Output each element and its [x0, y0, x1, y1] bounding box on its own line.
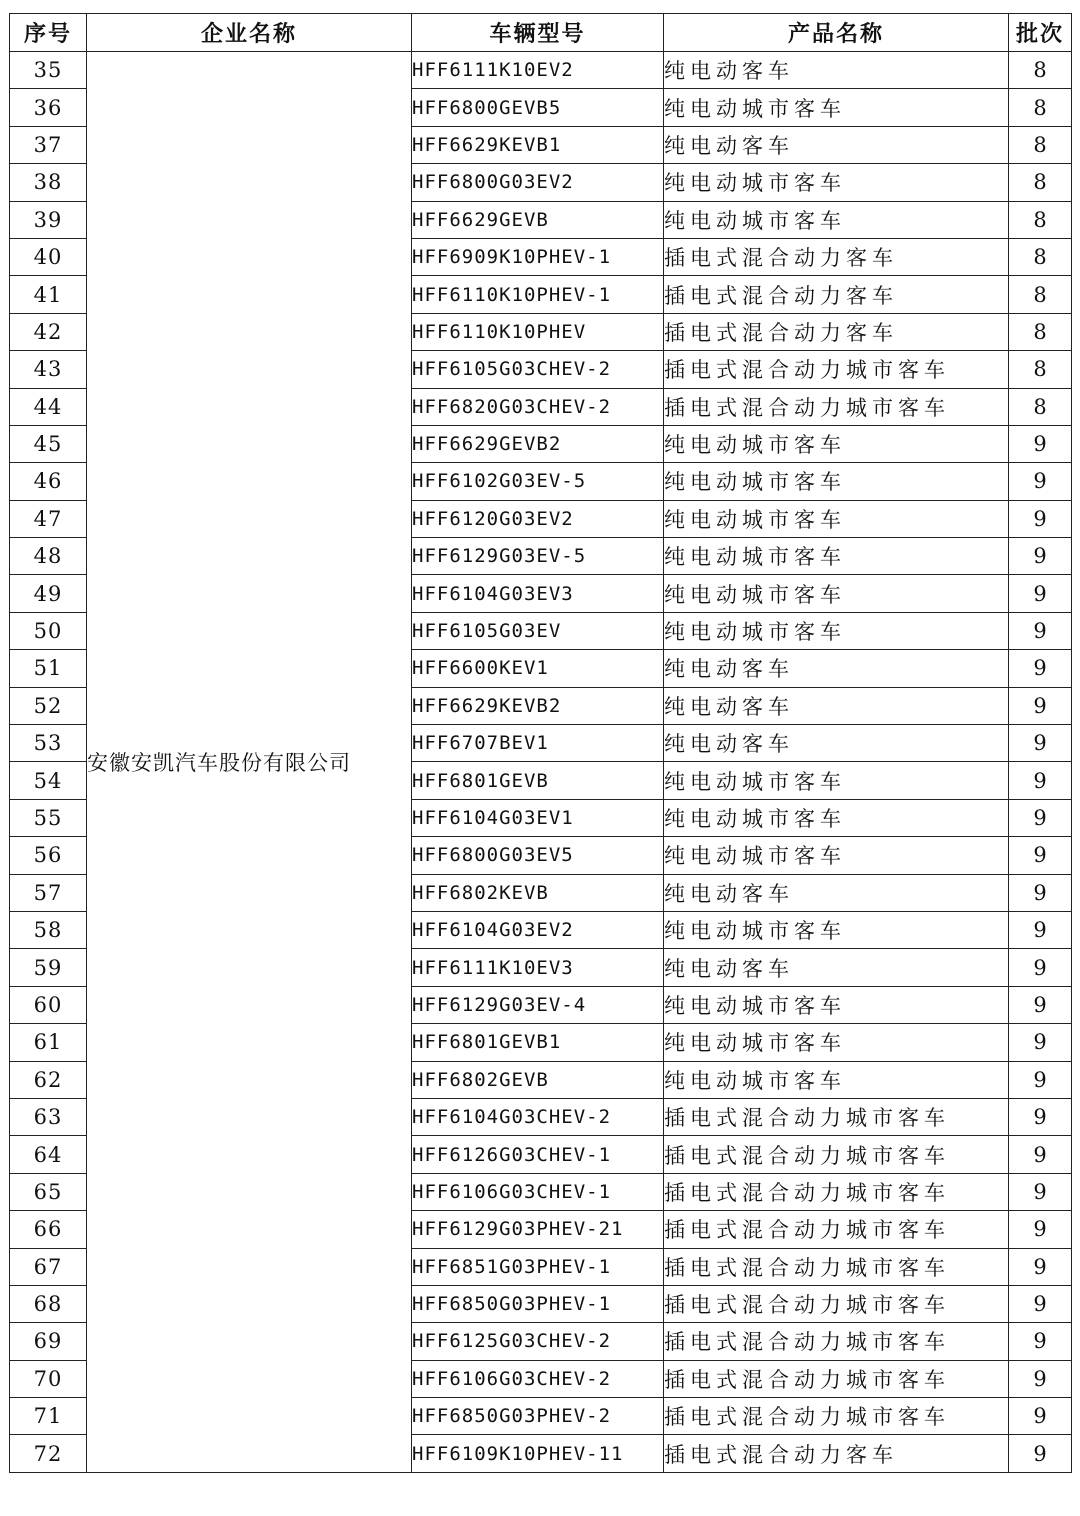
row-index: 44: [10, 388, 87, 425]
batch-cell: 9: [1009, 874, 1072, 911]
batch-cell: 8: [1009, 52, 1072, 89]
vehicle-model-cell: HFF6111K10EV2: [412, 52, 664, 89]
product-name-cell: 纯电动城市客车: [664, 575, 1009, 612]
table-header: [10, 14, 1072, 52]
product-name-cell: 纯电动城市客车: [664, 911, 1009, 948]
batch-cell: 9: [1009, 1285, 1072, 1322]
batch-cell: 9: [1009, 1136, 1072, 1173]
vehicle-model-cell: HFF6106G03CHEV-2: [412, 1360, 664, 1397]
product-name-cell: 纯电动客车: [664, 949, 1009, 986]
product-name-cell: 插电式混合动力城市客车: [664, 1398, 1009, 1435]
header-batch: 批次: [1009, 14, 1072, 52]
row-index: 59: [10, 949, 87, 986]
product-name-cell: 纯电动城市客车: [664, 799, 1009, 836]
vehicle-model-cell: HFF6850G03PHEV-2: [412, 1398, 664, 1435]
vehicle-model-cell: HFF6129G03PHEV-21: [412, 1211, 664, 1248]
vehicle-model-cell: HFF6820G03CHEV-2: [412, 388, 664, 425]
row-index: 69: [10, 1323, 87, 1360]
row-index: 53: [10, 725, 87, 762]
row-index: 68: [10, 1285, 87, 1322]
header-index: 序号: [10, 14, 87, 52]
product-name-cell: 纯电动客车: [664, 126, 1009, 163]
row-index: 50: [10, 612, 87, 649]
vehicle-model-cell: HFF6104G03EV2: [412, 911, 664, 948]
batch-cell: 9: [1009, 1024, 1072, 1061]
batch-cell: 8: [1009, 201, 1072, 238]
batch-cell: 9: [1009, 949, 1072, 986]
product-name-cell: 纯电动城市客车: [664, 837, 1009, 874]
product-name-cell: 纯电动城市客车: [664, 201, 1009, 238]
row-index: 67: [10, 1248, 87, 1285]
row-index: 47: [10, 500, 87, 537]
batch-cell: 9: [1009, 1211, 1072, 1248]
vehicle-model-cell: HFF6800G03EV5: [412, 837, 664, 874]
header-model: 车辆型号: [412, 14, 664, 52]
vehicle-model-cell: HFF6801GEVB: [412, 762, 664, 799]
product-name-cell: 插电式混合动力客车: [664, 313, 1009, 350]
batch-cell: 9: [1009, 1323, 1072, 1360]
vehicle-model-cell: HFF6109K10PHEV-11: [412, 1435, 664, 1472]
product-name-cell: 纯电动城市客车: [664, 762, 1009, 799]
document-page: [9, 13, 1072, 1473]
batch-cell: 8: [1009, 388, 1072, 425]
table-body: [10, 52, 1072, 1473]
row-index: 63: [10, 1098, 87, 1135]
vehicle-model-cell: HFF6105G03EV: [412, 612, 664, 649]
product-name-cell: 插电式混合动力客车: [664, 276, 1009, 313]
row-index: 52: [10, 687, 87, 724]
batch-cell: 9: [1009, 911, 1072, 948]
vehicle-model-cell: HFF6129G03EV-4: [412, 986, 664, 1023]
vehicle-model-cell: HFF6707BEV1: [412, 725, 664, 762]
row-index: 57: [10, 874, 87, 911]
product-name-cell: 纯电动客车: [664, 687, 1009, 724]
row-index: 39: [10, 201, 87, 238]
row-index: 58: [10, 911, 87, 948]
batch-cell: 9: [1009, 612, 1072, 649]
batch-cell: 9: [1009, 1248, 1072, 1285]
product-name-cell: 纯电动城市客车: [664, 89, 1009, 126]
vehicle-model-cell: HFF6104G03EV3: [412, 575, 664, 612]
vehicle-model-cell: HFF6120G03EV2: [412, 500, 664, 537]
vehicle-model-cell: HFF6110K10PHEV-1: [412, 276, 664, 313]
row-index: 35: [10, 52, 87, 89]
vehicle-model-cell: HFF6106G03CHEV-1: [412, 1173, 664, 1210]
vehicle-model-cell: HFF6800GEVB5: [412, 89, 664, 126]
batch-cell: 9: [1009, 1435, 1072, 1472]
vehicle-model-cell: HFF6850G03PHEV-1: [412, 1285, 664, 1322]
vehicle-model-cell: HFF6105G03CHEV-2: [412, 351, 664, 388]
header-company: 企业名称: [87, 14, 412, 52]
row-index: 56: [10, 837, 87, 874]
product-name-cell: 插电式混合动力城市客车: [664, 1136, 1009, 1173]
product-name-cell: 纯电动城市客车: [664, 1061, 1009, 1098]
product-name-cell: 纯电动城市客车: [664, 612, 1009, 649]
batch-cell: 9: [1009, 1173, 1072, 1210]
header-row: [10, 14, 1072, 52]
row-index: 54: [10, 762, 87, 799]
row-index: 38: [10, 164, 87, 201]
product-name-cell: 纯电动客车: [664, 874, 1009, 911]
row-index: 70: [10, 1360, 87, 1397]
vehicle-model-cell: HFF6629KEVB2: [412, 687, 664, 724]
product-name-cell: 插电式混合动力城市客车: [664, 1323, 1009, 1360]
batch-cell: 9: [1009, 425, 1072, 462]
batch-cell: 9: [1009, 687, 1072, 724]
batch-cell: 8: [1009, 351, 1072, 388]
vehicle-model-cell: HFF6102G03EV-5: [412, 463, 664, 500]
product-name-cell: 插电式混合动力城市客车: [664, 1098, 1009, 1135]
vehicle-catalog-table: [9, 13, 1072, 1473]
row-index: 40: [10, 238, 87, 275]
batch-cell: 8: [1009, 89, 1072, 126]
batch-cell: 8: [1009, 238, 1072, 275]
product-name-cell: 纯电动城市客车: [664, 538, 1009, 575]
row-index: 55: [10, 799, 87, 836]
row-index: 62: [10, 1061, 87, 1098]
product-name-cell: 插电式混合动力城市客车: [664, 351, 1009, 388]
row-index: 66: [10, 1211, 87, 1248]
product-name-cell: 纯电动客车: [664, 52, 1009, 89]
vehicle-model-cell: HFF6802GEVB: [412, 1061, 664, 1098]
vehicle-model-cell: HFF6801GEVB1: [412, 1024, 664, 1061]
row-index: 45: [10, 425, 87, 462]
row-index: 46: [10, 463, 87, 500]
batch-cell: 9: [1009, 650, 1072, 687]
product-name-cell: 纯电动城市客车: [664, 463, 1009, 500]
batch-cell: 9: [1009, 986, 1072, 1023]
row-index: 42: [10, 313, 87, 350]
product-name-cell: 纯电动客车: [664, 725, 1009, 762]
vehicle-model-cell: HFF6800G03EV2: [412, 164, 664, 201]
batch-cell: 9: [1009, 1098, 1072, 1135]
product-name-cell: 纯电动客车: [664, 650, 1009, 687]
product-name-cell: 纯电动城市客车: [664, 500, 1009, 537]
batch-cell: 9: [1009, 1061, 1072, 1098]
product-name-cell: 插电式混合动力客车: [664, 1435, 1009, 1472]
row-index: 48: [10, 538, 87, 575]
row-index: 41: [10, 276, 87, 313]
row-index: 65: [10, 1173, 87, 1210]
batch-cell: 8: [1009, 164, 1072, 201]
vehicle-model-cell: HFF6126G03CHEV-1: [412, 1136, 664, 1173]
batch-cell: 9: [1009, 1398, 1072, 1435]
batch-cell: 9: [1009, 762, 1072, 799]
vehicle-model-cell: HFF6104G03CHEV-2: [412, 1098, 664, 1135]
product-name-cell: 纯电动城市客车: [664, 425, 1009, 462]
batch-cell: 9: [1009, 725, 1072, 762]
vehicle-model-cell: HFF6129G03EV-5: [412, 538, 664, 575]
row-index: 43: [10, 351, 87, 388]
row-index: 49: [10, 575, 87, 612]
vehicle-model-cell: HFF6909K10PHEV-1: [412, 238, 664, 275]
row-index: 60: [10, 986, 87, 1023]
product-name-cell: 插电式混合动力城市客车: [664, 1248, 1009, 1285]
vehicle-model-cell: HFF6125G03CHEV-2: [412, 1323, 664, 1360]
row-index: 37: [10, 126, 87, 163]
vehicle-model-cell: HFF6802KEVB: [412, 874, 664, 911]
batch-cell: 9: [1009, 500, 1072, 537]
row-index: 72: [10, 1435, 87, 1472]
vehicle-model-cell: HFF6851G03PHEV-1: [412, 1248, 664, 1285]
product-name-cell: 纯电动城市客车: [664, 164, 1009, 201]
batch-cell: 9: [1009, 837, 1072, 874]
vehicle-model-cell: HFF6629KEVB1: [412, 126, 664, 163]
row-index: 51: [10, 650, 87, 687]
vehicle-model-cell: HFF6111K10EV3: [412, 949, 664, 986]
batch-cell: 9: [1009, 1360, 1072, 1397]
vehicle-model-cell: HFF6600KEV1: [412, 650, 664, 687]
product-name-cell: 插电式混合动力城市客车: [664, 1360, 1009, 1397]
batch-cell: 9: [1009, 575, 1072, 612]
row-index: 61: [10, 1024, 87, 1061]
row-index: 36: [10, 89, 87, 126]
batch-cell: 9: [1009, 463, 1072, 500]
product-name-cell: 插电式混合动力城市客车: [664, 1211, 1009, 1248]
product-name-cell: 纯电动城市客车: [664, 1024, 1009, 1061]
table-row: [10, 52, 1072, 89]
batch-cell: 9: [1009, 799, 1072, 836]
vehicle-model-cell: HFF6629GEVB: [412, 201, 664, 238]
product-name-cell: 插电式混合动力城市客车: [664, 1173, 1009, 1210]
vehicle-model-cell: HFF6104G03EV1: [412, 799, 664, 836]
vehicle-model-cell: HFF6110K10PHEV: [412, 313, 664, 350]
batch-cell: 9: [1009, 538, 1072, 575]
batch-cell: 8: [1009, 313, 1072, 350]
product-name-cell: 插电式混合动力城市客车: [664, 1285, 1009, 1322]
product-name-cell: 纯电动城市客车: [664, 986, 1009, 1023]
batch-cell: 8: [1009, 126, 1072, 163]
row-index: 64: [10, 1136, 87, 1173]
row-index: 71: [10, 1398, 87, 1435]
company-name-cell: 安徽安凯汽车股份有限公司: [87, 52, 412, 1473]
product-name-cell: 插电式混合动力城市客车: [664, 388, 1009, 425]
batch-cell: 8: [1009, 276, 1072, 313]
vehicle-model-cell: HFF6629GEVB2: [412, 425, 664, 462]
product-name-cell: 插电式混合动力客车: [664, 238, 1009, 275]
header-product: 产品名称: [664, 14, 1009, 52]
